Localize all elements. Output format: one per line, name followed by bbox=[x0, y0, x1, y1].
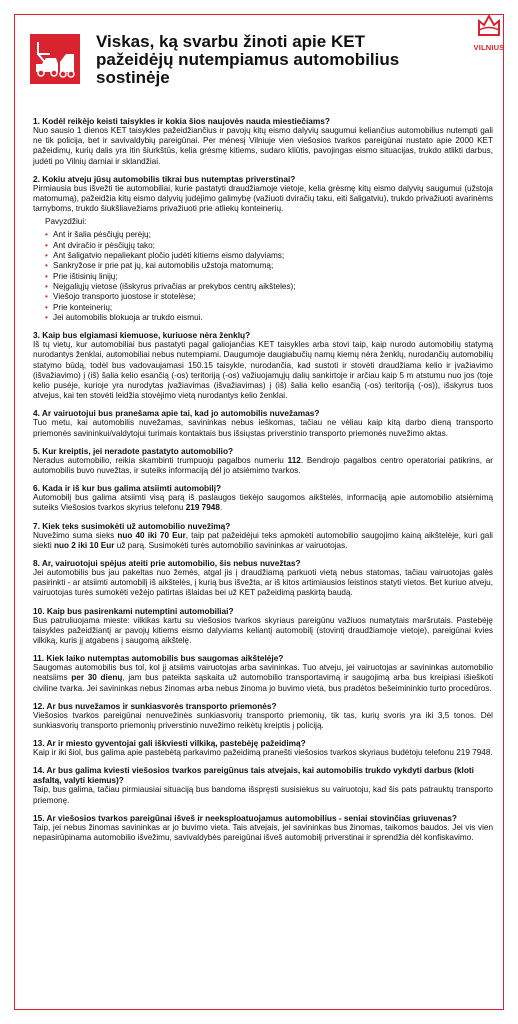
answer-14: Taip, bus galima, tačiau pirmiausiai situaciją bus bandoma išspręsti susisiekus su vairuotoju, kad šis pats patrauktų transporto priemonę. bbox=[33, 785, 493, 805]
list-item: • Prie ištisinių linijų; bbox=[45, 272, 493, 282]
tow-price: nuo 40 iki 70 Eur bbox=[117, 530, 186, 540]
question-5: 5. Kur kreiptis, jei neradote pastatyto automobilio? bbox=[33, 445, 234, 456]
list-item: • Ant ir šalia pėsčiųjų perėjų; bbox=[45, 230, 493, 240]
brand-logo bbox=[466, 13, 512, 52]
question-10: 10. Kaip bus pasirenkami nutemptini automobiliai? bbox=[33, 605, 234, 616]
answer-3: Iš tų vietų, kur automobiliai bus pastatyti pagal galiojančias KET taisykles arba stovi taip, kaip nurodo automobilių statymą nurodantys ženklai, automobiliai nebus nutempiami. Daugumoje daugiabučių namų kiemų nėra ženklų, nurodančių automobilių statymo būdą, todėl bus vadovaujamasi 150.15 taisykle, nurodančia, kad sustoti ir stovėti draudžiama kelio ir įvažiavimo (išvažiavimo) į (iš) šalia kelio esančią (-os) teritoriją (-os) važiuojamųjų dalių sankirtoje ir arčiau kaip 5 m atstumu nuo jos (toje kelio pusėje, kurioje yra nurodytas įvažiavimas (išvažiavimas) į (iš) šalia kelio esančią (-os) teritoriją (-os)), išskyrus tuos atvejus, kai ten stovėti leidžia stovėjimo vietą nurodantys kelio ženklai. bbox=[33, 340, 493, 401]
answer-13: Kaip ir iki šiol, bus galima apie pastebėtą parkavimo pažeidimą pranešti viešosios tvarkos skyriaus budėtoju telefonu 219 7948. bbox=[33, 748, 493, 758]
question-4: 4. Ar vairuotojui bus pranešama apie tai, kad jo automobilis nuvežamas? bbox=[33, 408, 320, 419]
storage-period: per 30 dienų bbox=[71, 673, 123, 683]
answer-15: Taip, jei nebus žinomas savininkas ar jo buvimo vieta. Tais atvejais, jei savininkas bus žinomas, taikomos baudos. Jei vis vien nepasirūpinama automobilio išvežimu, savivaldybės pareigūnai išveš automobilį priverstinai ir sprendžia dėl konfiskavimo. bbox=[33, 822, 493, 842]
answer-12: Viešosios tvarkos pareigūnai nenuvežinės sunkiasvorių transporto priemonių, tik tas, kurių svoris yra iki 3,5 tonos. Dėl sunkiasvorių transporto priemonių priverstinio nuvežimo reikėtų kreiptis į policiją. bbox=[33, 710, 493, 730]
answer-2: Pirmiausia bus išvežti tie automobiliai, kurie pastatyti draudžiamoje vietoje, kelia grėsmę kitų eismo dalyvių saugumui (užstoja matomumą), pažeidžia kitų eismo dalyvių judėjimo galimybę (važiuoti dviračių taku, eiti šaligatviu), trukdo privažiuoti avarinėms tarnyboms, trukdo šiukšliavežiams privažiuoti prie atliekų konteinerių. bbox=[33, 183, 493, 214]
examples-list bbox=[45, 230, 493, 323]
answer-5: Neradus automobilio, reikia skambinti trumpuoju pagalbos numeriu 112. Bendrojo pagalbos centro operatoriai patikrins, ar automobilis buvo nuvežtas, ir suteiks informaciją dėl jo atsiėmimo tvarkos. bbox=[33, 455, 493, 475]
question-12: 12. Ar bus nuvežamos ir sunkiasvorės transporto priemonės? bbox=[33, 700, 277, 711]
answer-7: Nuvežimo suma sieks nuo 40 iki 70 Eur, taip pat pažeidėjui teks apmokėti automobilio saugojimo kainą aikštelėje, kuri gali siekti nuo 2 iki 10 Eur už parą. Susimokėti turės automobilio savininkas ar vairuotojas. bbox=[33, 530, 493, 550]
answer-4: Tuo metu, kai automobilis nuvežamas, savininkas nebus ieškomas, tačiau ne vėliau kaip kitą darbo dieną transporto priemonės savininkui/valdytojui turimais kontaktais bus išsiųstas priverstinio transporto priemonės nuvežimo aktas. bbox=[33, 418, 493, 438]
storage-price: nuo 2 iki 10 Eur bbox=[53, 540, 115, 550]
tow-truck-icon bbox=[30, 34, 80, 84]
answer-8: Jei automobilis bus jau pakeltas nuo žemės, atgal jis į draudžiamą parkuoti vietą nebus statomas, tačiau vairuotojas galės pasirinkti - ar atsiimti automobilį iš aikštelės, į kurią bus išvežta, ar iš kitos artimiausios leistinos statyti vietos. Bet kuriuo atveju, vairuotojas turės sumokėti vežėjo patirtas išlaidas bei už KET pažeidimą paskirtą baudą. bbox=[33, 567, 493, 598]
list-item: • Viešojo transporto juostose ir stotelėse; bbox=[45, 292, 493, 302]
question-13: 13. Ar ir miesto gyventojai gali iškviesti vilkiką, pastebėję pažeidimą? bbox=[33, 738, 306, 749]
question-6: 6. Kada ir iš kur bus galima atsiimti automobilį? bbox=[33, 483, 222, 494]
list-item: • Ant šaligatvio nepaliekant pločio judėti kitiems eismo dalyviams; bbox=[45, 251, 493, 261]
phone-number: 219 7948 bbox=[185, 503, 220, 513]
vilnius-crown-icon bbox=[476, 13, 502, 37]
question-1: 1. Kodėl reikėjo keisti taisykles ir kokia šios naujovės nauda miestiečiams? bbox=[33, 116, 330, 126]
faq-content bbox=[33, 116, 493, 850]
list-item: • Sankryžose ir prie pat jų, kai automobilis užstoja matomumą; bbox=[45, 261, 493, 271]
list-item: • Jei automobilis blokuoja ar trukdo eismui. bbox=[45, 313, 493, 323]
question-2: 2. Kokiu atveju jūsų automobilis tikrai bus nutemptas priverstinai? bbox=[33, 173, 296, 184]
question-7: 7. Kiek teks susimokėti už automobilio nuvežimą? bbox=[33, 520, 231, 531]
answer-6: Automobilį bus galima atsiimti visą parą iš paslaugos tiekėjo saugomos aikštelės, informaciją apie automobilio atsiėmimą suteiks Viešosios tvarkos skyrius telefonu 219 7948. bbox=[33, 493, 493, 513]
answer-11: Saugomas automobilis bus tol, kol jį atsiims vairuotojas arba savininkas. Tuo atveju, jei vairuotojas ar savininkas automobilio neatsiims per 30 dienų, jam bus pateikta sąskaita už automobilio transportavimą ir saugojimą arba bus kreipiasi išieškoti civiline tvarka. Jei savininkas nebus žinomas arba nebus žinoma jo buvimo vieta, bus pradėtos bešeimininkio turto procedūros. bbox=[33, 663, 494, 693]
answer-1: Nuo sausio 1 dienos KET taisykles pažeidžiančius ir pavojų kitų eismo dalyvių saugumui keliančius automobilius nutempti gali ne tik policija, bet ir savivaldybių pareigūnai. Per mėnesį Vilniuje vien viešosios tvarkos pareigūnai nustato apie 2000 KET pažeidimų, kurių dalis yra itin šiurkštūs, kelia grėsmę kitiems, sudaro kliūtis, pavojingas eismo situacijas, trukdo atlikti darbus, judėti po Vilnių darniai ir sklandžiai. bbox=[33, 126, 493, 166]
page-title: Viskas, ką svarbu žinoti apie KET pažeidėjų nutempiamus automobilius sostinėje bbox=[96, 32, 400, 87]
answer-10: Bus patruliuojama mieste: vilkikas kartu su viešosios tvarkos skyriaus pareigūnu važiuos numatytais maršrutais. Pastebėję taisykles pažeidžiantį ar pavojų kitiems eismo dalyviams keliantį automobilį (stovintį draudžiamoje vietoje), pareigūnai kvies vilkiką, kuris jį atgabens į saugomą aikštelę. bbox=[33, 615, 493, 645]
brand-name: VILNIUS bbox=[473, 43, 505, 52]
examples-label: Pavyzdžiui: bbox=[45, 217, 87, 227]
list-item: • Prie konteinerių; bbox=[45, 303, 493, 313]
list-item: • Ant dviračio ir pėsčiųjų tako; bbox=[45, 241, 493, 251]
list-item: • Neįgaliųjų vietose (išskyrus privačias ar prekybos centrų aikšteles); bbox=[45, 282, 493, 292]
question-11: 11. Kiek laiko nutemptas automobilis bus saugomas aikštelėje? bbox=[33, 653, 284, 664]
emergency-number: 112 bbox=[287, 455, 301, 465]
question-3: 3. Kaip bus elgiamasi kiemuose, kuriuose nėra ženklų? bbox=[33, 330, 251, 341]
header bbox=[30, 27, 505, 97]
question-8: 8. Ar, vairuotojui spėjus ateiti prie automobilio, šis nebus nuvežtas? bbox=[33, 557, 301, 568]
question-15: 15. Ar viešosios tvarkos pareigūnai išveš ir neeksploatuojamus automobilius - seniai stovinčias griuvenas? bbox=[33, 812, 457, 823]
question-14: 14. Ar bus galima kviesti viešosios tvarkos pareigūnus tais atvejais, kai automobilis trukdo vykdyti darbus (kloti asfaltą, valyti kiemus)? bbox=[33, 765, 474, 786]
